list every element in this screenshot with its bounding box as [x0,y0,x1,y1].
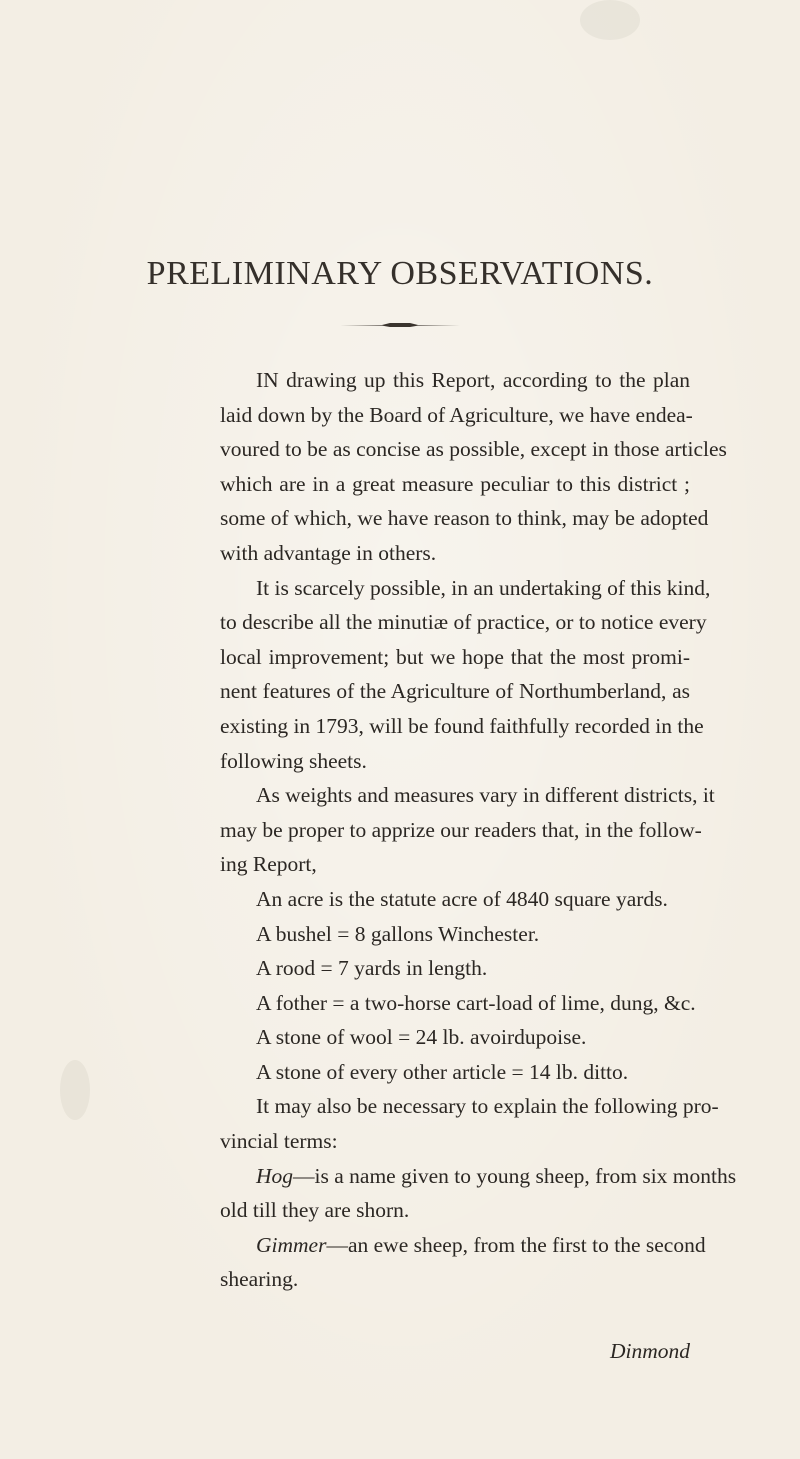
paper-stain [60,1060,90,1120]
text-line [220,709,704,744]
provincial-term: Gimmer [256,1232,327,1257]
text-line [220,744,690,779]
text-line [220,640,690,675]
text-line [220,882,690,917]
catchword: Dinmond [609,1339,690,1363]
line-text: It may also be necessary to explain the following pro- [256,1094,719,1119]
paper-stain [580,0,640,40]
text-line [220,951,690,986]
line-text: existing in 1793, will be found faithfully recorded in the [220,713,704,738]
line-text: —is a name given to young sheep, from six months [293,1163,737,1188]
line-text: As weights and measures vary in different districts, it [256,783,715,808]
text-line [220,1262,690,1297]
text-line [220,467,690,502]
text-line [220,1159,737,1194]
text-line [220,432,727,467]
text-line [220,1193,690,1228]
line-text: may be proper to apprize our readers that, in the follow- [220,817,702,842]
text-line [220,605,707,640]
text-line [220,674,690,709]
line-text: nent features of the Agriculture of Northumberland, as [220,679,690,704]
page-title: PRELIMINARY OBSERVATIONS. [146,255,654,292]
line-text: which are in a great measure peculiar to this district ; [220,471,690,496]
line-text: shearing. [220,1267,299,1292]
text-line [220,1124,690,1159]
line-text: following sheets. [220,748,367,773]
text-line [220,847,690,882]
text-line [220,1089,719,1124]
line-text: old till they are shorn. [220,1198,410,1223]
text-line [220,1228,706,1263]
line-text: local improvement; but we hope that the most promi- [220,644,690,669]
line-text: A stone of wool = 24 lb. avoirdupoise. [256,1025,587,1050]
line-text: IN drawing up this Report, according to the plan [256,368,690,392]
text-line [220,363,690,398]
line-text: —an ewe sheep, from the first to the second [326,1232,706,1257]
line-text: to describe all the minutiæ of practice, or to notice every [220,610,707,635]
text-line [220,986,696,1021]
line-text: some of which, we have reason to think, may be adopted [220,506,709,531]
line-text: It is scarcely possible, in an undertaking of this kind, [256,575,711,600]
text-line [220,1020,690,1055]
line-text: vincial terms: [220,1129,338,1154]
line-text: ing Report, [220,852,317,877]
line-text: A bushel = 8 gallons Winchester. [256,921,540,946]
text-line [220,501,709,536]
line-text: A stone of every other article = 14 lb. ditto. [256,1059,629,1084]
text-line [220,398,693,433]
text-line [220,536,690,571]
text-line [220,917,690,952]
text-line [220,813,702,848]
line-text: A rood = 7 yards in length. [256,956,488,981]
provincial-term: Hog [256,1163,294,1188]
line-text: laid down by the Board of Agriculture, we have endea- [220,402,693,427]
line-text: with advantage in others. [220,540,437,565]
body-text [220,363,737,1297]
line-text: voured to be as concise as possible, except in those articles [220,437,727,462]
ornamental-rule [340,322,460,328]
line-text: An acre is the statute acre of 4840 square yards. [256,886,668,911]
text-line [220,778,715,813]
line-text: A fother = a two-horse cart-load of lime, dung, &c. [256,990,696,1015]
text-line [220,1055,690,1090]
text-line [220,571,711,606]
